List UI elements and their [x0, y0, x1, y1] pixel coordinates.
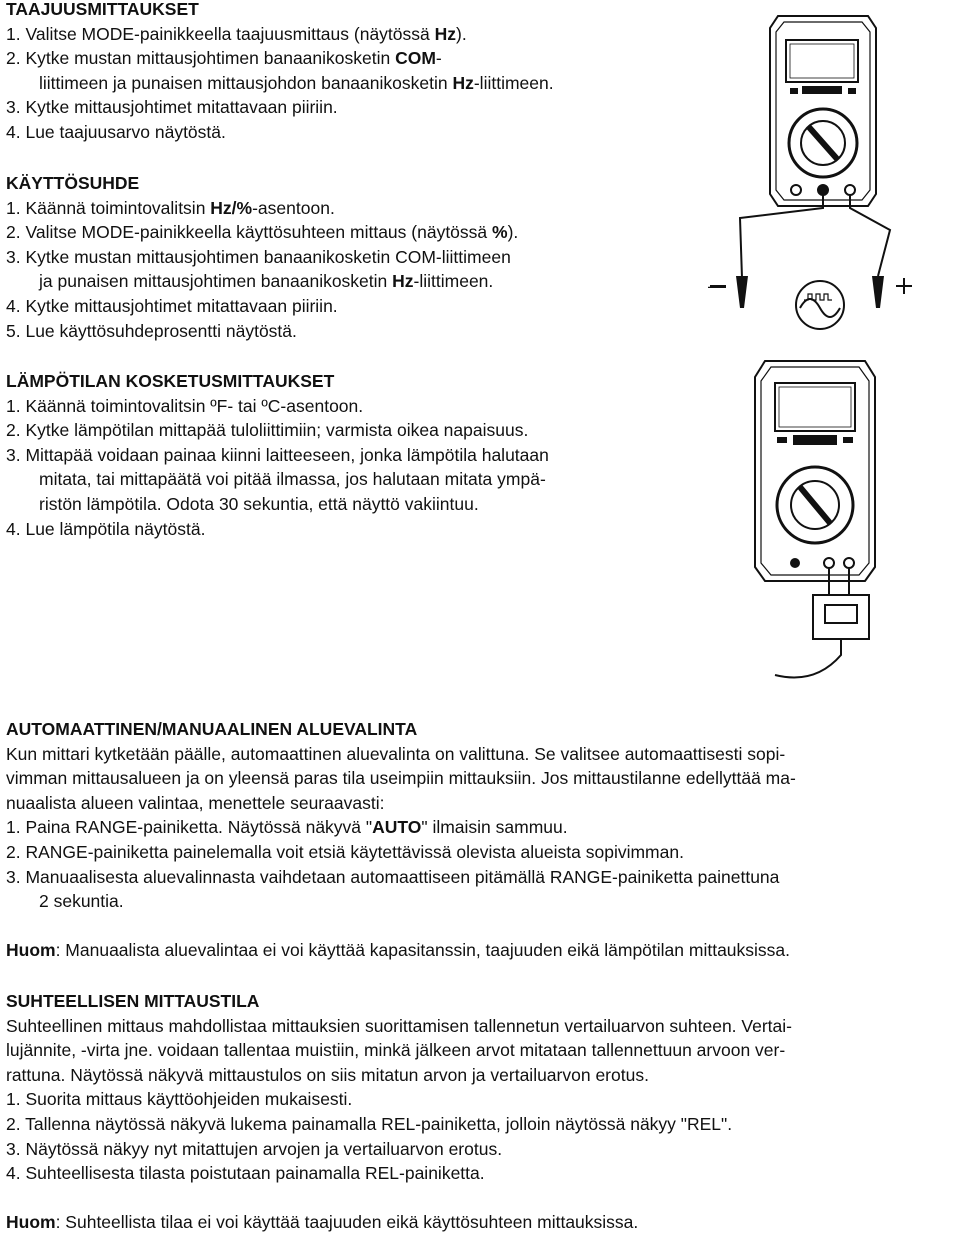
- list-item: 1. Paina RANGE-painiketta. Näytössä näkyvä "AUTO" ilmaisin sammuu.: [6, 817, 568, 838]
- list-item: 3. Kytke mittausjohtimet mitattavaan piiriin.: [6, 97, 338, 118]
- section-lampotila: [6, 369, 549, 541]
- list-item: 4. Lue taajuusarvo näytöstä.: [6, 121, 226, 142]
- list-item: 3. Mittapää voidaan painaa kiinni laitteeseen, jonka lämpötila halutaan: [6, 444, 549, 465]
- section-taajuus: [6, 0, 554, 145]
- heading-taajuus: TAAJUUSMITTAUKSET: [6, 0, 199, 19]
- paragraph-line: vimman mittausalueen ja on yleensä paras tila useimpiin mittauksiin. Jos mittaustilanne edellyttää ma-: [6, 768, 796, 789]
- section-suhteellinen: [6, 989, 956, 1234]
- multimeter-temperature-figure: [745, 355, 885, 715]
- paragraph-line: nuaalista alueen valintaa, menettele seuraavasti:: [6, 792, 385, 813]
- list-item: 1. Käännä toimintovalitsin ºF- tai ºC-asentoon.: [6, 395, 364, 416]
- multimeter-frequency-figure: [700, 8, 950, 338]
- section-aluevalinta: [6, 717, 956, 962]
- list-item: 4. Kytke mittausjohtimet mitattavaan piiriin.: [6, 295, 338, 316]
- list-item-cont: liittimeen ja punaisen mittausjohdon banaanikosketin Hz-liittimeen.: [39, 72, 554, 93]
- heading-aluevalinta: AUTOMAATTINEN/MANUAALINEN ALUEVALINTA: [6, 719, 418, 739]
- heading-lampotila: LÄMPÖTILAN KOSKETUSMITTAUKSET: [6, 371, 335, 391]
- list-item: 4. Lue lämpötila näytöstä.: [6, 518, 206, 539]
- heading-kayttosuhde: KÄYTTÖSUHDE: [6, 173, 140, 193]
- list-item: 2. Tallenna näytössä näkyvä lukema painamalla REL-painiketta, jolloin näytössä näkyy "REL".: [6, 1113, 733, 1134]
- list-item: 1. Suorita mittaus käyttöohjeiden mukaisesti.: [6, 1089, 353, 1110]
- list-item: 2. Valitse MODE-painikkeella käyttösuhteen mittaus (näytössä %).: [6, 222, 519, 243]
- list-item-cont: ristön lämpötila. Odota 30 sekuntia, että näyttö vakiintuu.: [39, 493, 479, 514]
- section-kayttosuhde: [6, 171, 518, 343]
- list-item: 4. Suhteellisesta tilasta poistutaan painamalla REL-painiketta.: [6, 1163, 485, 1184]
- list-item: 3. Näytössä näkyy nyt mitattujen arvojen ja vertailuarvon erotus.: [6, 1138, 503, 1159]
- list-item: 2. Kytke mustan mittausjohtimen banaanikosketin COM-: [6, 48, 442, 69]
- list-item-cont: 2 sekuntia.: [39, 891, 124, 912]
- list-item: 3. Manuaalisesta aluevalinnasta vaihdetaan automaattiseen pitämällä RANGE-painiketta painettuna: [6, 866, 780, 887]
- paragraph-line: Kun mittari kytketään päälle, automaattinen aluevalinta on valittuna. Se valitsee automaattisesti sopi-: [6, 743, 786, 764]
- paragraph-line: Suhteellinen mittaus mahdollistaa mittauksien suorittamisen tallennetun vertailuarvon suhteen. Vertai-: [6, 1015, 792, 1036]
- list-item: 2. Kytke lämpötilan mittapää tuloliittimiin; varmista oikea napaisuus.: [6, 420, 529, 441]
- paragraph-line: rattuna. Näytössä näkyvä mittaustulos on siis mitatun arvon ja vertailuarvon erotus.: [6, 1064, 649, 1085]
- heading-suhteellinen: SUHTEELLISEN MITTAUSTILA: [6, 991, 260, 1011]
- note: Huom: Manuaalista aluevalintaa ei voi käyttää kapasitanssin, taajuuden eikä lämpötilan mittauksissa.: [6, 939, 791, 960]
- list-item: 5. Lue käyttösuhdeprosentti näytöstä.: [6, 320, 297, 341]
- minus-sign: —: [708, 276, 726, 296]
- list-item: 3. Kytke mustan mittausjohtimen banaanikosketin COM-liittimeen: [6, 246, 511, 267]
- list-item-cont: ja punaisen mittausjohtimen banaanikosketin Hz-liittimeen.: [39, 271, 494, 292]
- note: Huom: Suhteellista tilaa ei voi käyttää taajuuden eikä käyttösuhteen mittauksissa.: [6, 1211, 639, 1232]
- list-item: 2. RANGE-painiketta painelemalla voit etsiä käytettävissä olevista alueista sopivimman.: [6, 841, 684, 862]
- paragraph-line: lujännite, -virta jne. voidaan tallentaa muistiin, minkä jälkeen arvot mitataan tallennettuun arvoon ver-: [6, 1040, 786, 1061]
- list-item: 1. Käännä toimintovalitsin Hz/%-asentoon.: [6, 197, 335, 218]
- list-item: 1. Valitse MODE-painikkeella taajuusmittaus (näytössä Hz).: [6, 23, 467, 44]
- list-item-cont: mitata, tai mittapäätä voi pitää ilmassa, jos halutaan mitata ympä-: [39, 469, 546, 490]
